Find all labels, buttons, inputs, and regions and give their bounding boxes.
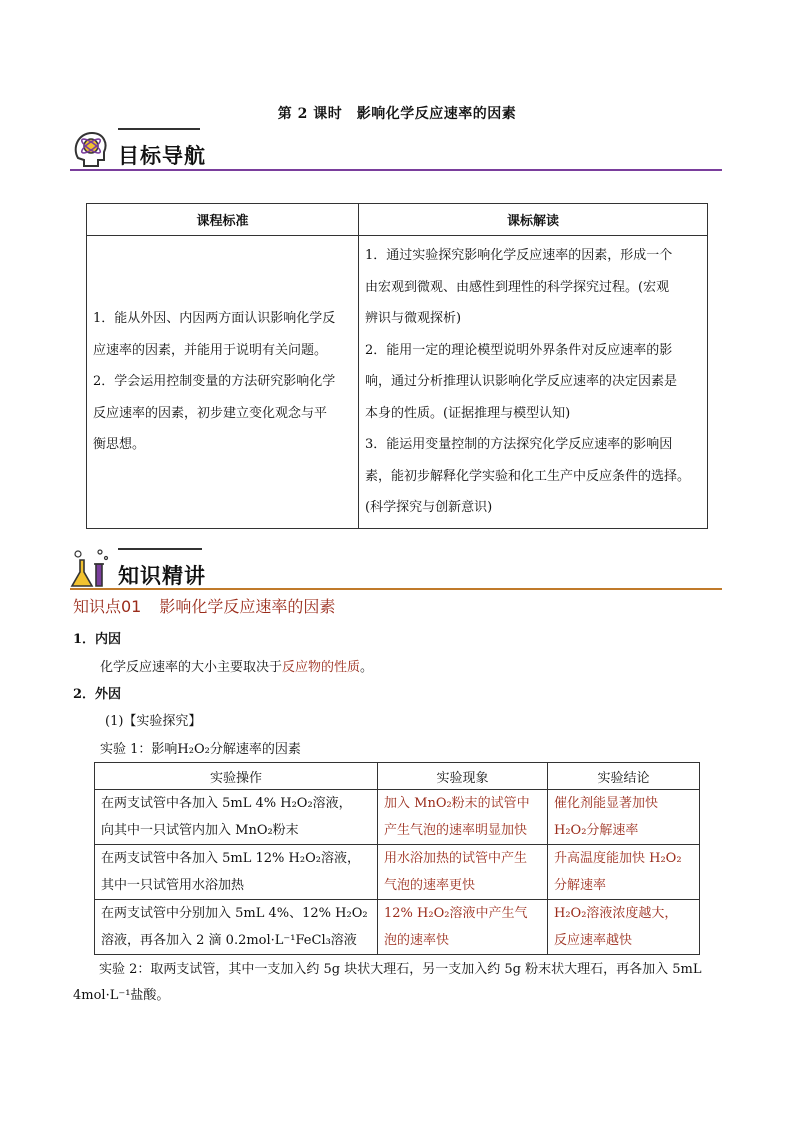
section-header-goals bbox=[70, 128, 370, 172]
text-line: 催化剂能显著加快 bbox=[554, 796, 659, 811]
knowledge-point-name: 影响化学反应速率的因素 bbox=[159, 597, 336, 616]
table-row bbox=[95, 790, 700, 845]
text-line: 在两支试管中各加入 5mL 12% H₂O₂溶液， bbox=[101, 851, 360, 866]
text-line: 3．能运用变量控制的方法探究化学反应速率的影响因 bbox=[365, 437, 673, 452]
text-line: H₂O₂分解速率 bbox=[554, 823, 639, 838]
internal-factor-text bbox=[100, 656, 373, 675]
experiment-table bbox=[94, 762, 700, 955]
section-rule-goals bbox=[70, 169, 722, 171]
text-line: 12% H₂O₂溶液中产生气 bbox=[384, 906, 528, 921]
text-line: 泡的速率快 bbox=[384, 933, 450, 948]
table-header: 课标解读 bbox=[359, 204, 708, 236]
text-line: 气泡的速率更快 bbox=[384, 878, 476, 893]
lab-flask-icon bbox=[70, 548, 112, 590]
operation-cell bbox=[95, 790, 378, 845]
text-line: 升高温度能加快 H₂O₂ bbox=[554, 851, 682, 866]
text-suffix: 。 bbox=[360, 660, 374, 675]
curriculum-standards-cell bbox=[87, 236, 359, 529]
text-line: 其中一只试管用水浴加热 bbox=[101, 878, 245, 893]
text-line: 产生气泡的速率明显加快 bbox=[384, 823, 528, 838]
operation-cell bbox=[95, 845, 378, 900]
section-header-knowledge bbox=[70, 548, 370, 590]
section-title-knowledge: 知识精讲 bbox=[118, 564, 206, 588]
table-header: 实验操作 bbox=[95, 763, 378, 790]
text-line: 1．通过实验探究影响化学反应速率的因素，形成一个 bbox=[365, 248, 673, 263]
knowledge-point-title bbox=[73, 594, 335, 617]
text-prefix: 化学反应速率的大小主要取决于 bbox=[100, 660, 283, 675]
text-line: 溶液，再各加入 2 滴 0.2mol·L⁻¹FeCl₃溶液 bbox=[101, 933, 357, 948]
section-title-goals: 目标导航 bbox=[118, 144, 206, 168]
standards-table bbox=[86, 203, 708, 529]
text-line: 2．能用一定的理论模型说明外界条件对反应速率的影 bbox=[365, 342, 673, 358]
table-header: 课程标准 bbox=[87, 204, 359, 236]
heading-internal-factor: 1．内因 bbox=[73, 632, 122, 647]
text-line: 2．学会运用控制变量的方法研究影响化学 bbox=[93, 374, 336, 389]
text-line: 素，能初步解释化学实验和化工生产中反应条件的选择。 bbox=[365, 468, 691, 484]
phenomenon-cell bbox=[378, 900, 548, 955]
phenomenon-cell bbox=[378, 790, 548, 845]
title-deco-line bbox=[118, 128, 200, 130]
title-deco-line bbox=[118, 548, 202, 550]
text-line: 响，通过分析推理认识影响化学反应速率的决定因素是 bbox=[365, 374, 678, 389]
text-line: 应速率的因素，并能用于说明有关问题。 bbox=[93, 342, 328, 358]
text-line: 向其中一只试管内加入 MnO₂粉末 bbox=[101, 823, 299, 838]
experiment1-title: 实验 1：影响H₂O₂分解速率的因素 bbox=[100, 742, 301, 757]
text-line: 分解速率 bbox=[554, 878, 607, 893]
text-line: 1．能从外因、内因两方面认识影响化学反 bbox=[93, 311, 336, 326]
text-line: 本身的性质。(证据推理与模型认知) bbox=[365, 405, 571, 421]
phenomenon-cell bbox=[378, 845, 548, 900]
table-header: 实验结论 bbox=[548, 763, 700, 790]
text-line: 衡思想。 bbox=[93, 437, 146, 452]
table-row bbox=[95, 845, 700, 900]
standards-interpretation-cell bbox=[359, 236, 708, 529]
text-line: (科学探究与创新意识) bbox=[365, 500, 493, 515]
text-line: 用水浴加热的试管中产生 bbox=[384, 851, 528, 866]
head-gear-icon bbox=[70, 128, 112, 170]
text-line: 在两支试管中各加入 5mL 4% H₂O₂溶液， bbox=[101, 796, 352, 811]
text-line: H₂O₂溶液浓度越大， bbox=[554, 906, 678, 921]
conclusion-cell bbox=[548, 900, 700, 955]
subheading-explore: (1)【实验探究】 bbox=[105, 714, 202, 729]
text-line: 由宏观到微观、由感性到理性的科学探究过程。(宏观 bbox=[365, 279, 670, 295]
answer-text: 反应物的性质 bbox=[282, 660, 361, 675]
heading-external-factor: 2．外因 bbox=[73, 687, 122, 702]
section-rule-knowledge bbox=[70, 588, 722, 590]
text-line: 反应速率越快 bbox=[554, 933, 633, 948]
text-line: 辨识与微观探析) bbox=[365, 311, 462, 326]
text-line: 在两支试管中分别加入 5mL 4%、12% H₂O₂ bbox=[101, 906, 368, 921]
knowledge-point-number: 知识点01 bbox=[73, 597, 142, 616]
table-row bbox=[95, 900, 700, 955]
conclusion-cell bbox=[548, 790, 700, 845]
text-line: 反应速率的因素，初步建立变化观念与平 bbox=[93, 405, 328, 421]
operation-cell bbox=[95, 900, 378, 955]
conclusion-cell bbox=[548, 845, 700, 900]
page-title: 第 2 课时 影响化学反应速率的因素 bbox=[277, 106, 517, 122]
experiment2-text: 实验 2：取两支试管，其中一支加入约 5g 块状大理石，另一支加入约 5g 粉末状大理石，再各加入 5mL 4mol·L⁻¹盐酸。 bbox=[73, 962, 702, 1003]
table-header: 实验现象 bbox=[378, 763, 548, 790]
text-line: 加入 MnO₂粉末的试管中 bbox=[384, 796, 530, 811]
